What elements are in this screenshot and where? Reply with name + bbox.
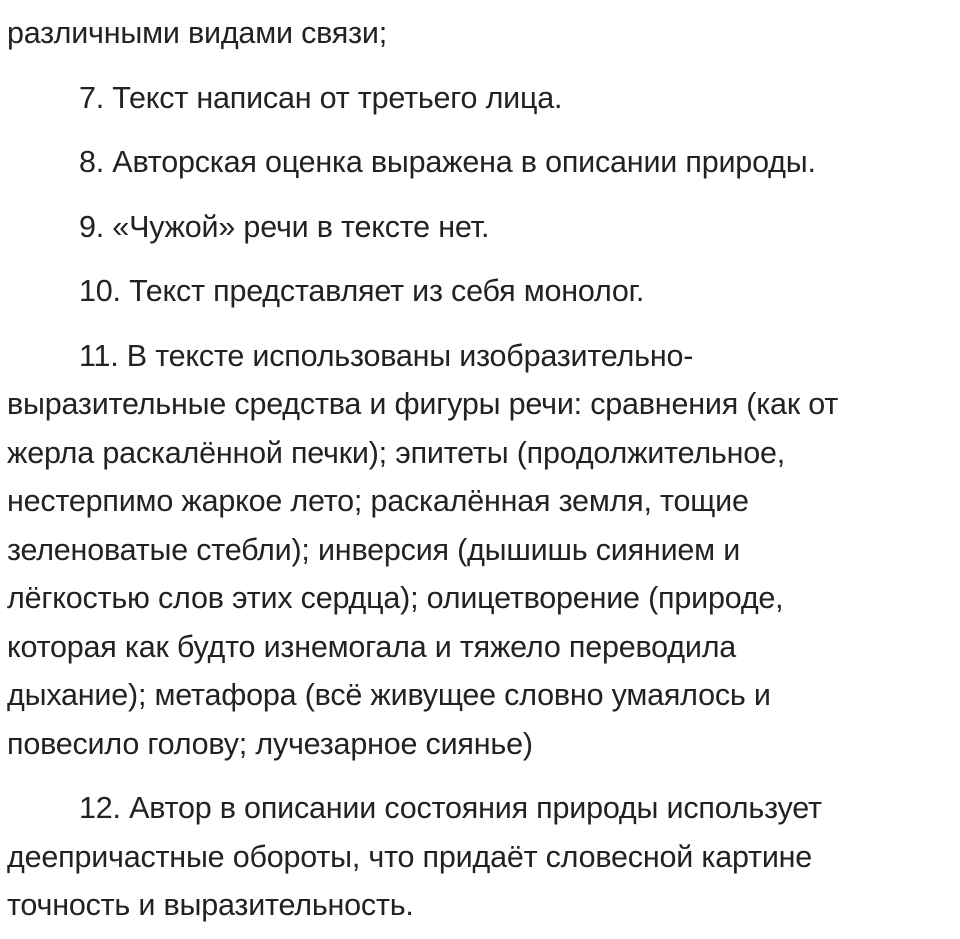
text-line: жерла раскалённой печки); эпитеты (продолжительное, (7, 435, 786, 470)
text-line: нестерпимо жаркое лето; раскалённая земля, тощие (7, 484, 749, 518)
text-line: 12. Автор в описании состояния природы использует (79, 791, 822, 825)
paragraph-continuation (7, 9, 952, 58)
text-line: лёгкостью слов этих сердца); олицетворение (природе, (7, 581, 784, 615)
paragraph-10 (7, 267, 952, 316)
text-line: 11. В тексте использованы изобразительно- (79, 338, 694, 373)
text-line: выразительные средства и фигуры речи: сравнения (как от (7, 387, 839, 421)
text-line: 8. Авторская оценка выражена в описании природы. (79, 145, 816, 179)
text-line: деепричастные обороты, что придаёт словесной картине (7, 839, 813, 874)
text-line: повесило голову; лучезарное сиянье) (7, 726, 533, 761)
paragraph-9 (7, 203, 952, 252)
document-page (7, 0, 952, 930)
text-line: дыхание); метафора (всё живущее словно умаялось и (7, 678, 771, 712)
text-line: 10. Текст представляет из себя монолог. (79, 274, 645, 308)
paragraph-11 (7, 332, 952, 769)
paragraph-8 (7, 138, 952, 187)
text-line: точность и выразительность. (7, 888, 414, 922)
paragraph-7 (7, 74, 952, 123)
text-line: которая как будто изнемогала и тяжело переводила (7, 629, 737, 664)
text-line: различными видами связи; (7, 16, 387, 50)
text-line: 7. Текст написан от третьего лица. (79, 80, 563, 115)
paragraph-12 (7, 784, 952, 930)
text-line: зеленоватые стебли); инверсия (дышишь сиянием и (7, 532, 741, 567)
text-line: 9. «Чужой» речи в тексте нет. (79, 209, 490, 244)
